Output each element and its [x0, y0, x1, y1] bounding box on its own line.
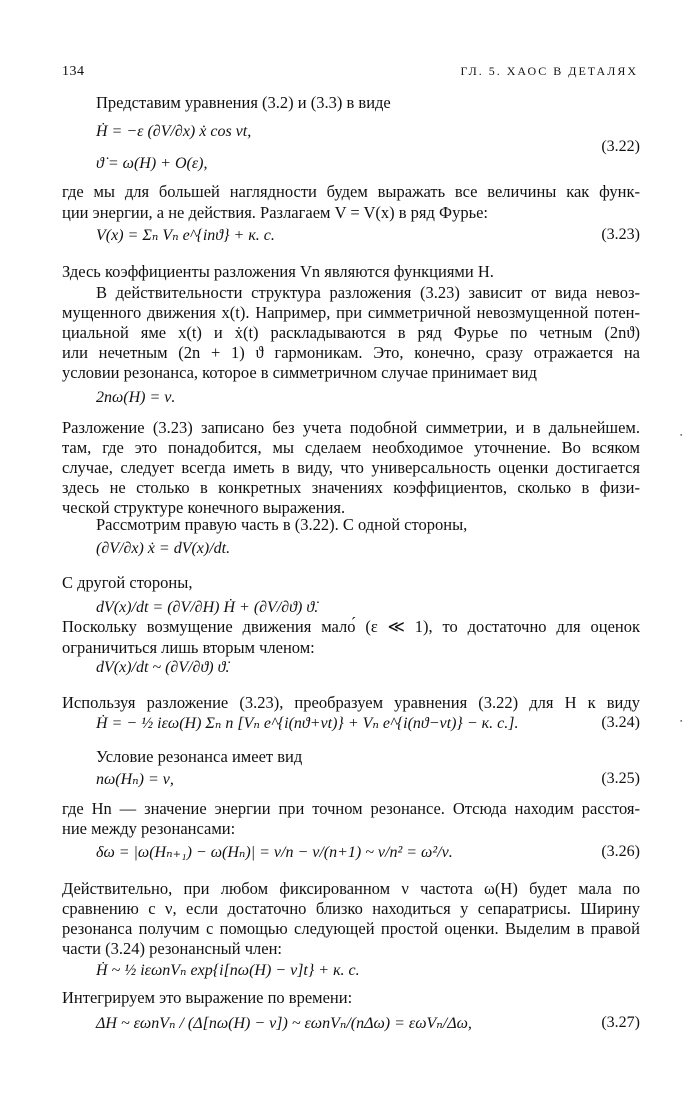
formula-dv-dt: dV(x)/dt = (∂V/∂H) Ḣ + (∂V/∂ϑ) ϑ̇. — [96, 599, 319, 616]
text-line: циальной яме x(t) и ẋ(t) раскладываются в ряд Фурье по четным (2nϑ) — [62, 323, 640, 342]
text-line: Интегрируем это выражение по времени: — [62, 988, 353, 1007]
equation-number: (3.22) — [601, 138, 640, 155]
text-line: мущенного движения x(t). Например, при симметричной невозмущенной потен- — [62, 303, 640, 322]
scan-speck: ● — [680, 718, 683, 723]
formula-3-24: Ḣ = − ½ iεω(H) Σₙ n [Vₙ e^{i(nϑ+νt)} + Vₙ e^{i(nϑ−νt)} − к. с.]. — [96, 715, 519, 732]
text-line: условии резонанса, которое в симметричном случае принимает вид — [62, 363, 537, 382]
text-line: где Hn — значение энергии при точном резонансе. Отсюда находим расстоя- — [62, 799, 640, 818]
text-line: резонанса получим с помощью следующей простой оценки. Выделим в правой — [62, 919, 640, 938]
text-line: Условие резонанса имеет вид — [96, 747, 303, 766]
page-number: 134 — [62, 64, 85, 79]
text-line: С другой стороны, — [62, 573, 193, 592]
scan-speck: ● — [680, 432, 683, 437]
formula-resonance-symmetric: 2nω(H) = ν. — [96, 389, 176, 406]
formula-dv-dx: (∂V/∂x) ẋ = dV(x)/dt. — [96, 540, 231, 557]
text-line: ции энергии, а не действия. Разлагаем V = V(x) в ряд Фурье: — [62, 203, 489, 222]
formula-3-22-a: Ḣ = −ε (∂V/∂x) ẋ cos νt, — [96, 123, 252, 140]
text-line: ограничиться лишь вторым членом: — [62, 638, 315, 657]
text-line: Действительно, при любом фиксированном ν частота ω(H) будет мала по — [62, 879, 640, 898]
text-line: там, где это понадобится, мы сделаем необходимое уточнение. Во всяком — [62, 438, 640, 457]
text-line: ческой структуре конечного выражения. — [62, 498, 346, 517]
text-line: Представим уравнения (3.2) и (3.3) в виде — [96, 93, 391, 112]
equation-number: (3.24) — [601, 714, 640, 731]
running-head: ГЛ. 5. ХАОС В ДЕТАЛЯХ — [460, 64, 638, 78]
text-line: Разложение (3.23) записано без учета подобной симметрии, и в дальнейшем. — [62, 418, 640, 437]
text-line: ние между резонансами: — [62, 819, 236, 838]
text-line: здесь не столько в конкретных значениях коэффициентов, сколько в физи- — [62, 478, 640, 497]
equation-number: (3.23) — [601, 226, 640, 243]
formula-3-27: ΔH ~ εωnVₙ / (Δ[nω(H) − ν]) ~ εωnVₙ/(nΔω) = εωVₙ/Δω, — [96, 1015, 472, 1032]
formula-3-26: δω = |ω(Hₙ₊₁) − ω(Hₙ)| = ν/n − ν/(n+1) ~ ν/n² = ω²/ν. — [96, 844, 453, 861]
formula-3-25: nω(Hₙ) = ν, — [96, 771, 174, 788]
text-line: случае, следует всегда иметь в виду, что универсальность оценки достигается — [62, 458, 640, 477]
text-line: части (3.24) резонансный член: — [62, 939, 282, 958]
text-line: Используя разложение (3.23), преобразуем уравнения (3.22) для H к виду — [62, 693, 640, 712]
formula-dv-dt-approx: dV(x)/dt ~ (∂V/∂ϑ) ϑ̇. — [96, 659, 230, 676]
text-line: В действительности структура разложения (3.23) зависит от вида невоз- — [96, 283, 640, 302]
equation-number: (3.25) — [601, 770, 640, 787]
text-line: сравнению с ν, если достаточно близко находиться у сепаратрисы. Ширину — [62, 899, 640, 918]
formula-resonant-term: Ḣ ~ ½ iεωnVₙ exp{i[nω(H) − ν]t} + к. с. — [96, 962, 360, 979]
equation-number: (3.26) — [601, 843, 640, 860]
text-line: или нечетным (2n + 1) ϑ гармоникам. Это, конечно, сразу отражается на — [62, 343, 640, 362]
equation-number: (3.27) — [601, 1014, 640, 1031]
text-line: Поскольку возмущение движения мало́ (ε ≪ 1), то достаточно для оценок — [62, 617, 640, 636]
text-line: Рассмотрим правую часть в (3.22). С одной стороны, — [96, 515, 468, 534]
text-line: где мы для большей наглядности будем выражать все величины как функ- — [62, 182, 640, 201]
formula-3-22-b: ϑ̇ = ω(H) + O(ε), — [96, 155, 208, 172]
formula-3-23: V(x) = Σₙ Vₙ e^{inϑ} + к. с. — [96, 227, 275, 244]
text-line: Здесь коэффициенты разложения Vn являются функциями H. — [62, 262, 494, 281]
